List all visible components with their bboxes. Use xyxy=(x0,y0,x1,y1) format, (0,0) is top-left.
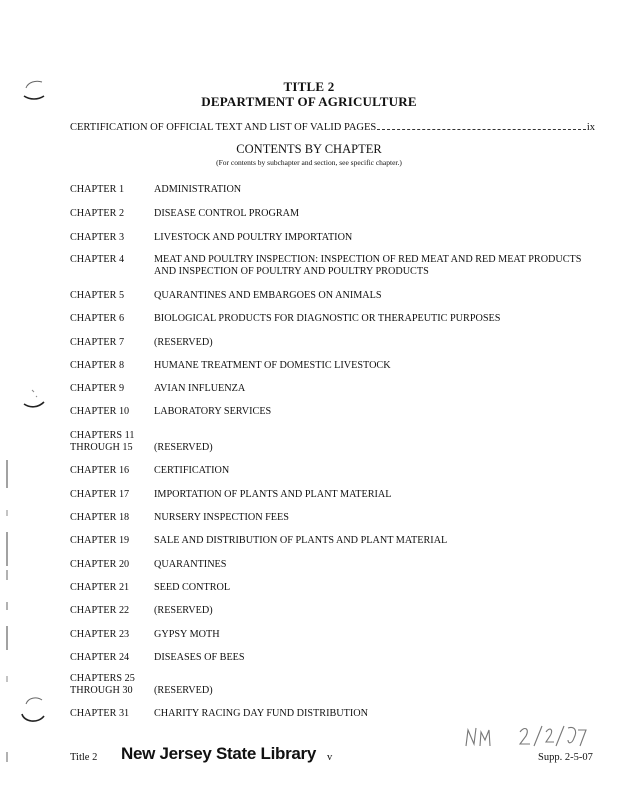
contents-heading: CONTENTS BY CHAPTER xyxy=(236,142,382,156)
chapter-title: SEED CONTROL xyxy=(154,582,231,593)
chapter-number: CHAPTER 18 xyxy=(70,512,130,523)
title-number: TITLE 2 xyxy=(283,79,335,94)
chapter-title: IMPORTATION OF PLANTS AND PLANT MATERIAL xyxy=(154,489,392,500)
chapter-number-line2: THROUGH 15 xyxy=(70,442,133,453)
chapter-title: SALE AND DISTRIBUTION OF PLANTS AND PLANT MATERIAL xyxy=(154,535,448,546)
department-title: DEPARTMENT OF AGRICULTURE xyxy=(201,94,417,109)
chapter-title: (RESERVED) xyxy=(154,337,213,348)
chapter-title: LIVESTOCK AND POULTRY IMPORTATION xyxy=(154,232,353,243)
chapter-number: CHAPTER 5 xyxy=(70,290,125,301)
chapter-title: (RESERVED) xyxy=(154,442,213,453)
chapter-title: DISEASES OF BEES xyxy=(154,652,245,663)
chapter-number: CHAPTER 16 xyxy=(70,465,130,476)
chapter-title: MEAT AND POULTRY INSPECTION: INSPECTION OF RED MEAT AND RED MEAT PRODUCTS AND INSPECTION OF POULTRY AND POULTRY PRODUCTS xyxy=(154,254,582,277)
binder-hole-mark-bottom xyxy=(20,694,48,726)
chapter-number: CHAPTER 10 xyxy=(70,406,130,417)
certification-entry xyxy=(70,119,595,133)
chapter-number: CHAPTER 8 xyxy=(70,360,125,371)
chapter-number: CHAPTER 24 xyxy=(70,652,130,663)
supplement-date: Supp. 2-5-07 xyxy=(538,752,593,763)
chapter-row xyxy=(70,430,600,456)
binder-hole-mark-middle xyxy=(22,386,48,412)
chapter-number: CHAPTER 22 xyxy=(70,605,130,616)
contents-subheading: (For contents by subchapter and section, see specific chapter.) xyxy=(216,158,402,167)
chapter-title: NURSERY INSPECTION FEES xyxy=(154,512,289,523)
chapter-title: LABORATORY SERVICES xyxy=(154,406,272,417)
chapter-number: CHAPTER 19 xyxy=(70,535,130,546)
chapter-title: DISEASE CONTROL PROGRAM xyxy=(154,208,300,219)
chapter-row xyxy=(70,673,600,699)
chapter-title: CERTIFICATION xyxy=(154,465,230,476)
chapter-title: (RESERVED) xyxy=(154,605,213,616)
chapter-number: CHAPTER 6 xyxy=(70,313,125,324)
chapter-number: CHAPTER 2 xyxy=(70,208,125,219)
chapter-title: (RESERVED) xyxy=(154,685,213,696)
dot-leader xyxy=(377,128,586,130)
chapter-number-line2: THROUGH 30 xyxy=(70,685,133,696)
footer-title: Title 2 xyxy=(70,752,98,763)
chapter-number: CHAPTER 3 xyxy=(70,232,125,243)
chapter-number: CHAPTER 1 xyxy=(70,184,125,195)
chapter-title: AVIAN INFLUENZA xyxy=(154,383,246,394)
chapter-number: CHAPTER 23 xyxy=(70,629,130,640)
chapter-number: CHAPTER 7 xyxy=(70,337,125,348)
chapter-title: HUMANE TREATMENT OF DOMESTIC LIVESTOCK xyxy=(154,360,391,371)
chapter-number-line1: CHAPTERS 25 xyxy=(70,673,135,684)
chapter-number: CHAPTER 20 xyxy=(70,559,130,570)
chapter-number-line1: CHAPTERS 11 xyxy=(70,430,135,441)
chapter-number: CHAPTER 4 xyxy=(70,254,125,265)
chapter-title: QUARANTINES AND EMBARGOES ON ANIMALS xyxy=(154,290,382,301)
chapter-number: CHAPTER 9 xyxy=(70,383,125,394)
chapter-number: CHAPTER 31 xyxy=(70,708,130,719)
handwritten-initials-date xyxy=(462,720,592,754)
chapter-title: QUARANTINES xyxy=(154,559,227,570)
chapter-title: BIOLOGICAL PRODUCTS FOR DIAGNOSTIC OR THERAPEUTIC PURPOSES xyxy=(154,313,501,324)
chapter-title: GYPSY MOTH xyxy=(154,629,220,640)
certification-label: CERTIFICATION OF OFFICIAL TEXT AND LIST OF VALID PAGES xyxy=(70,122,377,133)
page-number: v xyxy=(327,752,333,763)
chapter-number: CHAPTER 17 xyxy=(70,489,130,500)
chapter-number: CHAPTER 21 xyxy=(70,582,130,593)
certification-page: ix xyxy=(586,122,595,133)
chapter-title: ADMINISTRATION xyxy=(154,184,242,195)
library-stamp: New Jersey State Library xyxy=(121,744,317,763)
left-edge-ticks xyxy=(4,440,10,780)
chapter-title: CHARITY RACING DAY FUND DISTRIBUTION xyxy=(154,708,368,719)
